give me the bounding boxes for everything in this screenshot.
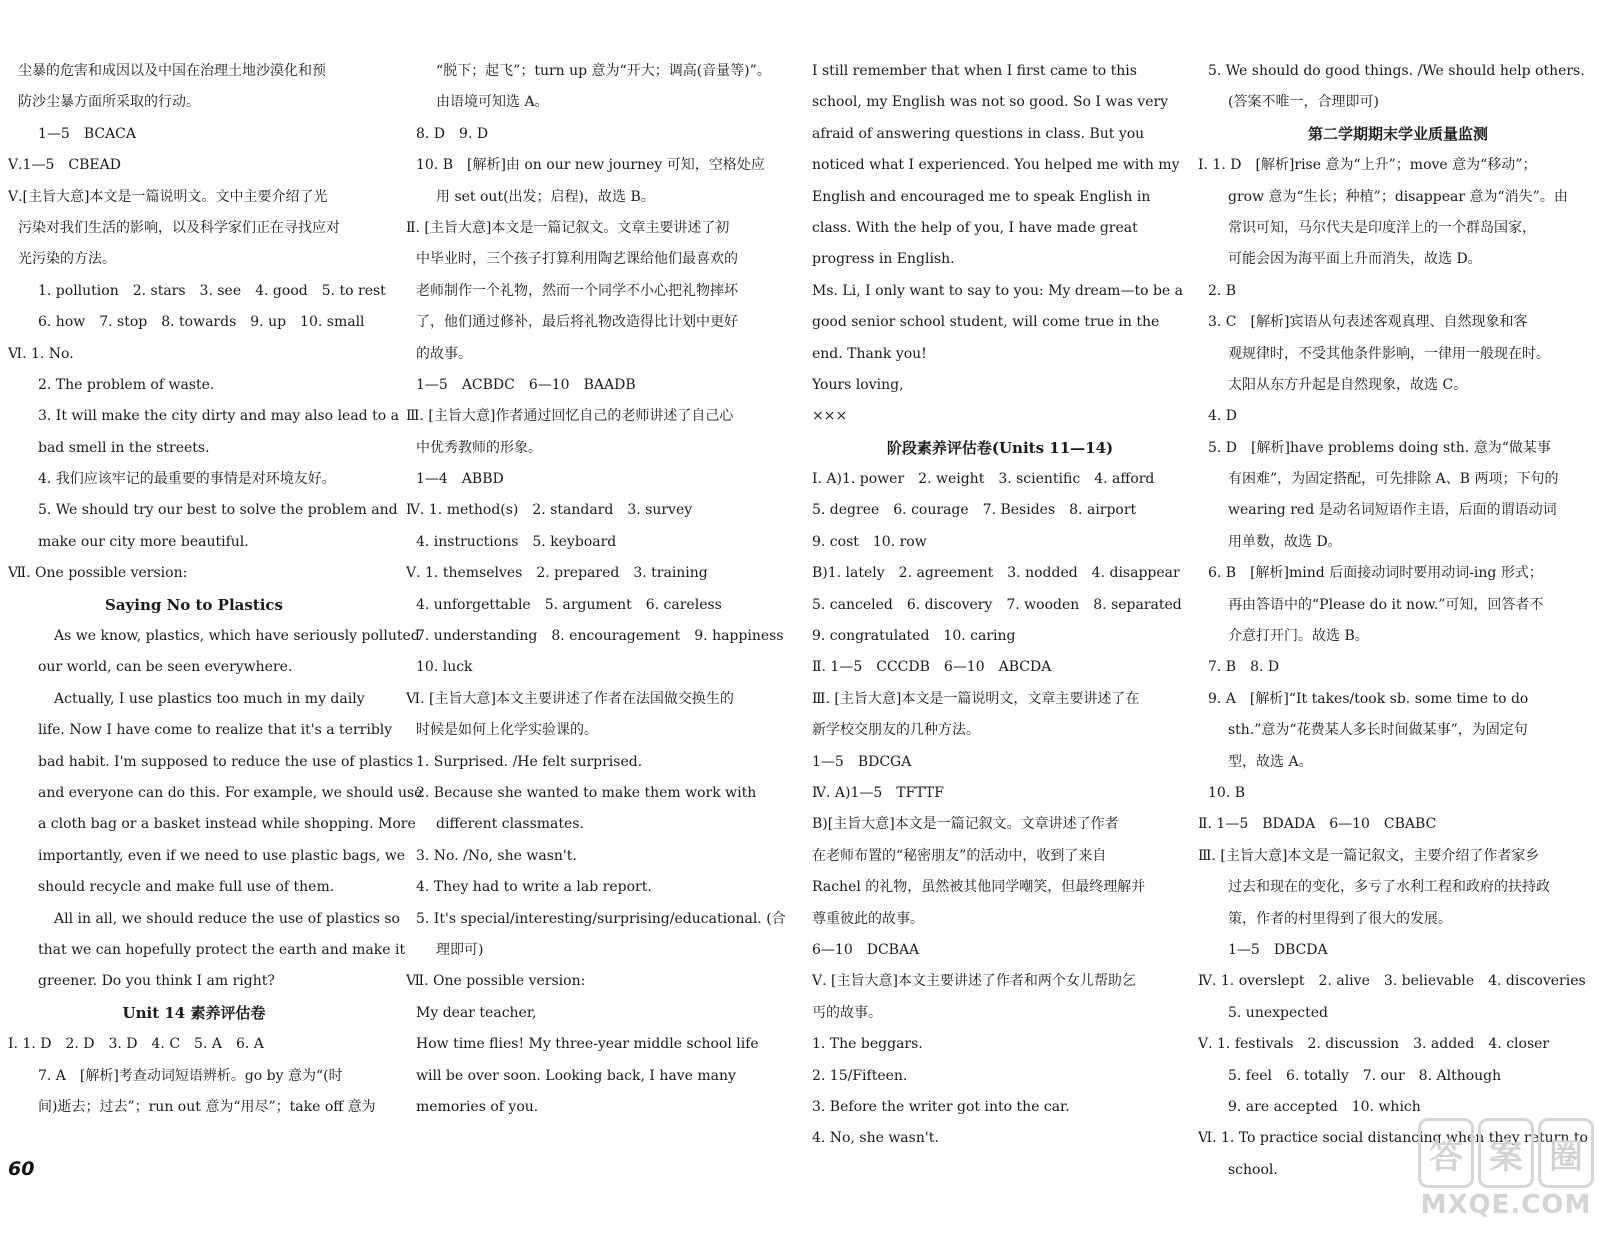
text-line: 的故事。 <box>416 345 472 362</box>
text-line: I still remember that when I first came to this <box>812 63 1137 79</box>
text-line: 7. understanding 8. encouragement 9. happiness <box>416 628 784 645</box>
text-line: Ⅲ. [主旨大意]本文是一篇说明文，文章主要讲述了在 <box>812 690 1140 707</box>
text-line: 1—5 ACBDC 6—10 BAADB <box>416 376 636 393</box>
text-line: 防沙尘暴方面所采取的行动。 <box>18 94 200 111</box>
text-line: 5. We should do good things. /We should help others. <box>1208 63 1585 79</box>
text-line: 了，他们通过修补，最后将礼物改造得比计划中更好 <box>416 314 738 331</box>
text-line: 在老师布置的“秘密朋友”的活动中，收到了来自 <box>812 847 1107 864</box>
text-line: 1. pollution 2. stars 3. see 4. good 5. to rest <box>38 282 386 299</box>
text-line: 3. C [解析]宾语从句表述客观真理、自然现象和客 <box>1208 314 1528 331</box>
text-line: Ⅴ. 1. themselves 2. prepared 3. training <box>406 565 708 582</box>
text-line: 中毕业时，三个孩子打算利用陶艺课给他们最喜欢的 <box>416 251 738 268</box>
text-line: wearing red 是动名词短语作主语，后面的谓语动词 <box>1228 502 1557 519</box>
text-line: 8. D 9. D <box>416 125 489 142</box>
text-line: make our city more beautiful. <box>38 533 249 550</box>
text-line: Ⅰ. A)1. power 2. weight 3. scientific 4. afford <box>812 471 1155 488</box>
text-line: 型，故选 A。 <box>1228 753 1313 770</box>
text-line: and everyone can do this. For example, we should use <box>38 784 423 801</box>
text-line: 4. They had to write a lab report. <box>416 879 652 896</box>
watermark-url: MXQE.COM <box>1420 1190 1592 1220</box>
text-line: 6. how 7. stop 8. towards 9. up 10. small <box>38 314 365 331</box>
text-line: 过去和现在的变化，多亏了水利工程和政府的扶持政 <box>1228 879 1550 896</box>
text-line: 可能会因为海平面上升而消失，故选 D。 <box>1228 251 1482 268</box>
text-line: Ⅳ. A)1—5 TFTTF <box>812 784 944 801</box>
text-line: noticed what I experienced. You helped me with my <box>812 157 1180 174</box>
text-line: memories of you. <box>416 1098 539 1115</box>
text-line: afraid of answering questions in class. But you <box>812 125 1145 142</box>
text-line: Ms. Li, I only want to say to you: My dream—to be a <box>812 282 1184 299</box>
text-line: Ⅴ. 1. festivals 2. discussion 3. added 4. closer <box>1198 1036 1550 1053</box>
text-line: Ⅲ. [主旨大意]作者通过回忆自己的老师讲述了自己心 <box>406 408 734 425</box>
text-line: 太阳从东方升起是自然现象，故选 C。 <box>1228 376 1468 393</box>
text-line: 9. cost 10. row <box>812 533 927 550</box>
text-line: life. Now I have come to realize that it's a terribly <box>38 722 393 739</box>
text-line: Ⅱ. [主旨大意]本文是一篇记叙文。文章主要讲述了初 <box>406 219 730 236</box>
text-line: 5. D [解析]have problems doing sth. 意为“做某事 <box>1208 439 1551 456</box>
text-line: 2. The problem of waste. <box>38 376 215 393</box>
text-line: 3. No. /No, she wasn't. <box>416 847 577 864</box>
text-line: 老师制作一个礼物，然而一个同学不小心把礼物摔坏 <box>416 282 738 299</box>
text-line: bad smell in the streets. <box>38 439 210 456</box>
column-1 <box>8 56 423 1123</box>
text-line: 1—5 BDCGA <box>812 753 912 770</box>
text-line: Ⅰ. 1. D [解析]rise 意为“上升”；move 意为“移动”； <box>1198 157 1537 174</box>
text-line: Ⅵ. [主旨大意]本文主要讲述了作者在法国做交换生的 <box>406 690 734 707</box>
text-line: sth.”意为“花费某人多长时间做某事”，为固定句 <box>1228 722 1528 739</box>
text-line: should recycle and make full use of them. <box>38 879 335 896</box>
text-line: 1—4 ABBD <box>416 471 504 488</box>
text-line: will be over soon. Looking back, I have many <box>416 1067 736 1084</box>
text-line: 3. It will make the city dirty and may also lead to a <box>38 408 399 425</box>
text-line: 4. instructions 5. keyboard <box>416 533 617 550</box>
text-line: 2. B <box>1208 282 1237 299</box>
text-line: 10. B <box>1208 784 1246 801</box>
text-line: Actually, I use plastics too much in my daily <box>54 690 365 707</box>
text-line: good senior school student, will come true in the <box>812 314 1160 331</box>
text-line: school. <box>1228 1161 1278 1178</box>
text-line: 4. unforgettable 5. argument 6. careless <box>416 596 722 613</box>
text-line: Ⅶ. One possible version: <box>8 565 188 582</box>
text-line: Ⅵ. 1. To practice social distancing when they return to <box>1198 1130 1588 1147</box>
text-line: 7. A [解析]考查动词短语辨析。go by 意为“(时 <box>38 1067 343 1084</box>
text-line: Ⅵ. 1. No. <box>8 345 74 362</box>
text-line: our world, can be seen everywhere. <box>38 659 293 676</box>
text-line: 9. are accepted 10. which <box>1228 1098 1421 1115</box>
text-line: English and encouraged me to speak English in <box>812 188 1151 205</box>
section-heading: Saying No to Plastics <box>104 595 284 614</box>
watermark-glyph: 圈 <box>1538 1118 1594 1188</box>
text-line: How time flies! My three-year middle school life <box>416 1036 759 1053</box>
text-line: 4. No, she wasn't. <box>812 1130 939 1147</box>
text-line: 策，作者的村里得到了很大的发展。 <box>1228 910 1452 927</box>
text-line: 10. luck <box>416 659 473 676</box>
text-line: 常识可知，马尔代夫是印度洋上的一个群岛国家， <box>1228 219 1536 236</box>
column-3 <box>812 56 1188 1155</box>
text-line: Rachel 的礼物，虽然被其他同学嘲笑，但最终理解并 <box>812 879 1146 896</box>
text-line: 3. Before the writer got into the car. <box>812 1098 1070 1115</box>
section-heading: Unit 14 素养评估卷 <box>122 1003 266 1022</box>
text-line: ××× <box>812 408 848 425</box>
text-line: 丐的故事。 <box>812 1004 882 1021</box>
text-line: 2. 15/Fifteen. <box>812 1067 908 1084</box>
text-line: 尘暴的危害和成因以及中国在治理土地沙漠化和预 <box>18 63 326 79</box>
text-line: 5. We should try our best to solve the problem and <box>38 502 398 519</box>
text-line: 有困难”，为固定搭配，可先排除 A、B 两项；下句的 <box>1228 471 1559 488</box>
text-line: Ⅰ. 1. D 2. D 3. D 4. C 5. A 6. A <box>8 1036 264 1053</box>
text-line: Ⅳ. 1. method(s) 2. standard 3. survey <box>406 502 693 519</box>
text-line: 1—5 BCACA <box>38 125 137 142</box>
section-heading: 第二学期期末学业质量监测 <box>1307 124 1488 143</box>
text-line: 7. B 8. D <box>1208 659 1280 676</box>
text-line: 尊重彼此的故事。 <box>812 910 924 927</box>
text-line: 中优秀教师的形象。 <box>416 439 542 456</box>
text-line: 5. feel 6. totally 7. our 8. Although <box>1228 1067 1502 1084</box>
text-line: class. With the help of you, I have made great <box>812 219 1138 236</box>
text-line: 5. canceled 6. discovery 7. wooden 8. separated <box>812 596 1182 613</box>
text-line: 再由答语中的“Please do it now.”可知，回答者不 <box>1228 596 1544 613</box>
text-line: Ⅲ. [主旨大意]本文是一篇记叙文，主要介绍了作者家乡 <box>1198 847 1540 864</box>
page-number: 60 <box>8 1158 35 1180</box>
text-line: 理即可) <box>436 941 484 958</box>
text-line: 9. congratulated 10. caring <box>812 628 1016 645</box>
text-line: Ⅳ. 1. overslept 2. alive 3. believable 4. discoveries <box>1198 973 1586 990</box>
text-line: 1—5 DBCDA <box>1228 941 1328 958</box>
text-line: Ⅶ. One possible version: <box>406 973 586 990</box>
text-line: greener. Do you think I am right? <box>38 973 275 990</box>
text-line: B)[主旨大意]本文是一篇记叙文。文章讲述了作者 <box>812 816 1119 833</box>
text-line: (答案不唯一，合理即可) <box>1228 94 1379 111</box>
text-line: 时候是如何上化学实验课的。 <box>416 722 598 739</box>
text-line: 2. Because she wanted to make them work with <box>416 784 757 801</box>
column-4 <box>1198 56 1598 1186</box>
text-line: Ⅱ. 1—5 BDADA 6—10 CBABC <box>1198 816 1437 833</box>
text-line: 1. The beggars. <box>812 1036 923 1053</box>
text-line: 新学校交朋友的几种方法。 <box>812 722 980 739</box>
text-line: grow 意为“生长；种植”；disappear 意为“消失”。由 <box>1228 188 1568 205</box>
watermark-glyph: 案 <box>1478 1118 1534 1188</box>
text-line: All in all, we should reduce the use of plastics so <box>54 910 400 927</box>
text-line: 由语境可知选 A。 <box>436 94 549 111</box>
text-line: B)1. lately 2. agreement 3. nodded 4. disappear <box>812 565 1180 582</box>
text-line: 1. Surprised. /He felt surprised. <box>416 753 643 770</box>
text-line: a cloth bag or a basket instead while shopping. More <box>38 816 416 833</box>
text-line: end. Thank you! <box>812 345 927 362</box>
text-line: 6. B [解析]mind 后面接动词时要用动词-ing 形式； <box>1208 565 1543 582</box>
text-line: different classmates. <box>436 816 584 833</box>
text-line: importantly, even if we need to use plastic bags, we <box>38 847 406 864</box>
watermark-logo <box>1418 1118 1594 1226</box>
text-line: 污染对我们生活的影响，以及科学家们正在寻找应对 <box>18 219 340 236</box>
watermark-glyph: 答 <box>1418 1118 1474 1188</box>
text-line: 10. B [解析]由 on our new journey 可知，空格处应 <box>416 157 765 174</box>
text-line: 用单数，故选 D。 <box>1228 533 1342 550</box>
text-line: 5. degree 6. courage 7. Besides 8. airport <box>812 502 1137 519</box>
text-line: Ⅴ.1—5 CBEAD <box>8 157 121 174</box>
text-line: 光污染的方法。 <box>18 251 116 268</box>
text-line: bad habit. I'm supposed to reduce the use of plastics <box>38 753 414 770</box>
text-line: progress in English. <box>812 251 955 268</box>
text-line: 介意打开门。故选 B。 <box>1228 628 1369 645</box>
text-line: Yours loving, <box>812 376 904 393</box>
text-line: “脱下；起飞”；turn up 意为“开大；调高(音量等)”。 <box>436 63 771 79</box>
text-line: 间)逝去；过去”；run out 意为“用尽”；take off 意为 <box>38 1098 376 1115</box>
text-line: My dear teacher, <box>416 1004 537 1021</box>
text-line: 4. D <box>1208 408 1238 425</box>
text-line: 5. unexpected <box>1228 1004 1328 1021</box>
text-line: 6—10 DCBAA <box>812 941 920 958</box>
text-line: 5. It's special/interesting/surprising/educational. (合 <box>416 910 786 927</box>
text-line: that we can hopefully protect the earth and make it <box>38 941 406 958</box>
text-line: As we know, plastics, which have seriously polluted <box>54 628 420 645</box>
column-2 <box>406 56 788 1123</box>
section-heading: 阶段素养评估卷(Units 11—14) <box>886 438 1114 457</box>
text-line: 用 set out(出发；启程)，故选 B。 <box>436 188 655 205</box>
text-line: Ⅱ. 1—5 CCCDB 6—10 ABCDA <box>812 659 1052 676</box>
text-line: 4. 我们应该牢记的最重要的事情是对环境友好。 <box>38 471 336 488</box>
text-line: 观规律时，不受其他条件影响，一律用一般现在时。 <box>1228 345 1550 362</box>
text-line: Ⅴ. [主旨大意]本文主要讲述了作者和两个女儿帮助乞 <box>812 973 1136 990</box>
text-line: 9. A [解析]“It takes/took sb. some time to do <box>1208 690 1529 707</box>
text-line: school, my English was not so good. So I was very <box>812 94 1169 111</box>
text-line: Ⅴ.[主旨大意]本文是一篇说明文。文中主要介绍了光 <box>8 188 328 205</box>
